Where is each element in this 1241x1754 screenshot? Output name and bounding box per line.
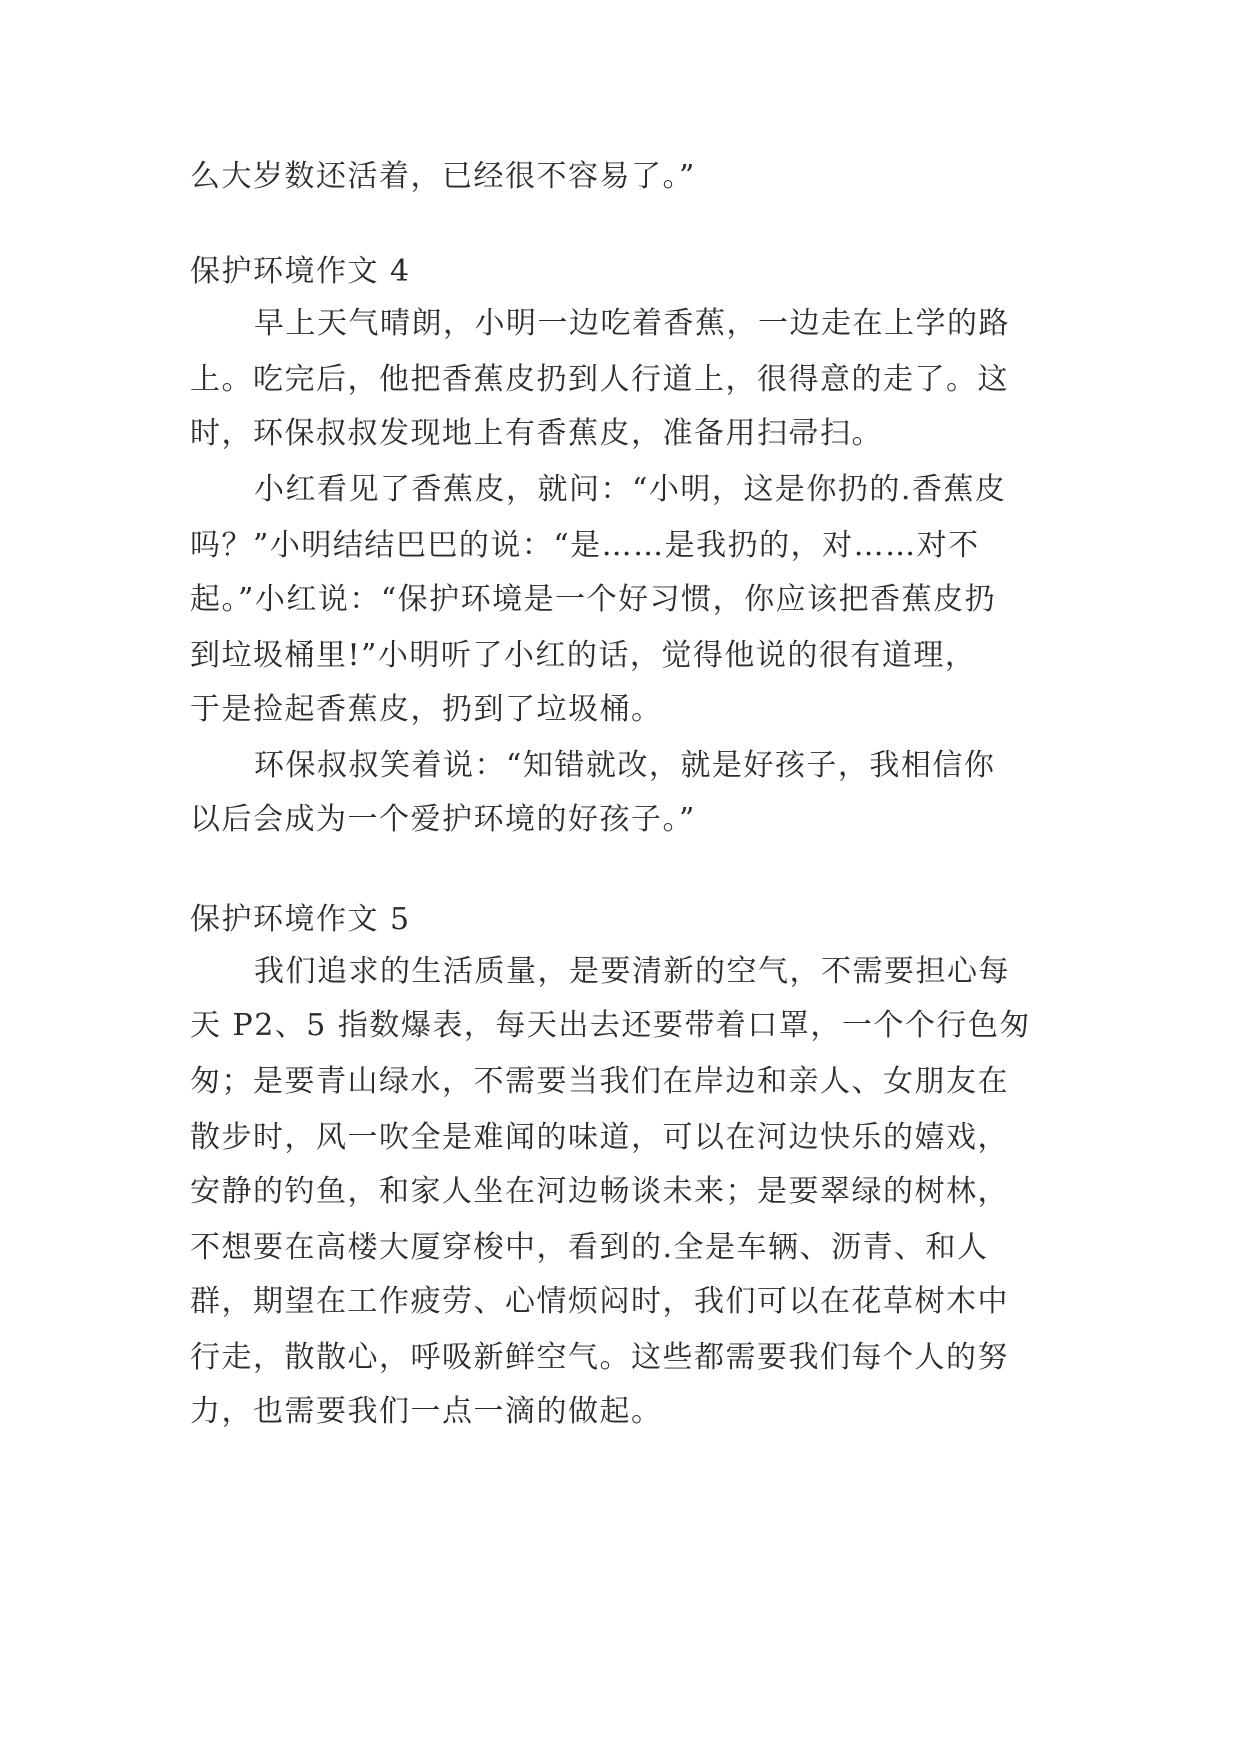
paragraph-line: 环保叔叔笑着说：“知错就改，就是好孩子，我相信你: [254, 748, 996, 783]
paragraph-line: 我们追求的生活质量，是要清新的空气，不需要担心每: [254, 954, 1010, 989]
paragraph-line: 以后会成为一个爱护环境的好孩子。”: [190, 802, 696, 837]
paragraph-line: 匆；是要青山绿水，不需要当我们在岸边和亲人、女朋友在: [190, 1064, 1009, 1099]
paragraph-line: 起。”小红说：“保护环境是一个好习惯，你应该把香蕉皮扔: [190, 582, 997, 617]
paragraph-line: 散步时，风一吹全是难闻的味道，可以在河边快乐的嬉戏，: [190, 1120, 1009, 1155]
paragraph-line: 么大岁数还活着，已经很不容易了。”: [190, 159, 696, 194]
paragraph-line: 天 P2、5 指数爆表，每天出去还要带着口罩，一个个行色匆: [190, 1008, 1031, 1043]
paragraph-line: 不想要在高楼大厦穿梭中，看到的.全是车辆、沥青、和人: [190, 1230, 989, 1265]
section-heading: 保护环境作文 4: [190, 254, 411, 289]
paragraph-line: 力，也需要我们一点一滴的做起。: [190, 1394, 663, 1429]
paragraph-line: 时，环保叔叔发现地上有香蕉皮，准备用扫帚扫。: [190, 416, 883, 451]
paragraph-line: 小红看见了香蕉皮，就问：“小明，这是你扔的.香蕉皮: [254, 472, 1007, 507]
paragraph-line: 早上天气晴朗，小明一边吃着香蕉，一边走在上学的路: [254, 306, 1010, 341]
paragraph-line: 于是捡起香蕉皮，扔到了垃圾桶。: [190, 692, 663, 727]
paragraph-line: 行走，散散心，呼吸新鲜空气。这些都需要我们每个人的努: [190, 1340, 1009, 1375]
paragraph-line: 安静的钓鱼，和家人坐在河边畅谈未来；是要翠绿的树林，: [190, 1174, 1009, 1209]
paragraph-line: 吗？”小明结结巴巴的说：“是……是我扔的，对……对不: [190, 528, 980, 563]
paragraph-line: 群，期望在工作疲劳、心情烦闷时，我们可以在花草树木中: [190, 1284, 1009, 1319]
section-heading: 保护环境作文 5: [190, 902, 411, 937]
paragraph-line: 到垃圾桶里!”小明听了小红的话，觉得他说的很有道理，: [190, 638, 977, 673]
paragraph-line: 上。吃完后，他把香蕉皮扔到人行道上，很得意的走了。这: [190, 362, 1009, 397]
